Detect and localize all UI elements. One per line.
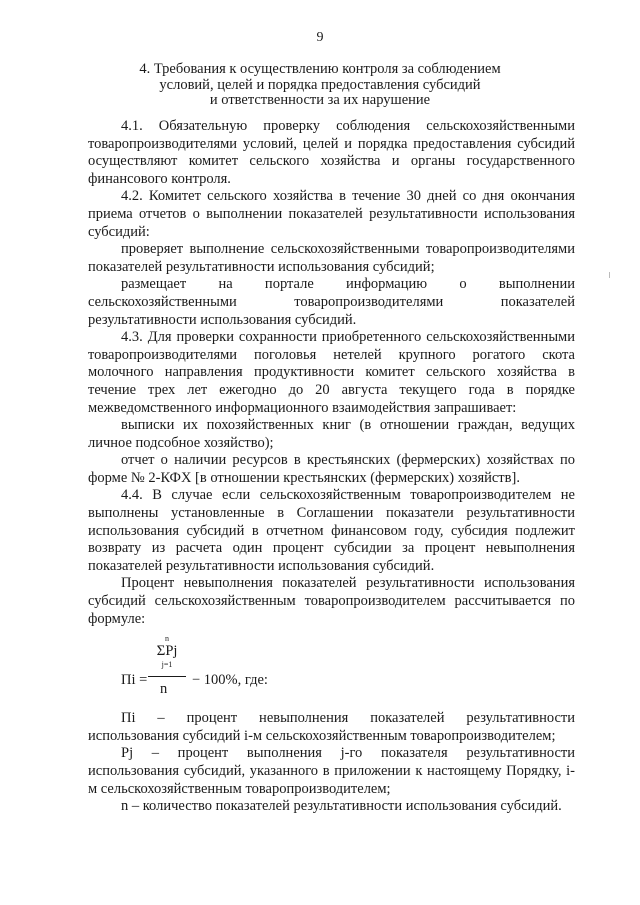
formula-denominator: n: [160, 681, 168, 698]
definition: Pj – процент выполнения j-го показателя результативности использования субсидий, указанного в приложении к настоящему Порядку, i-м сельскохозяйственным товаропроизводителем;: [88, 745, 575, 797]
definition: n – количество показателей результативности использования субсидий.: [121, 798, 562, 815]
paragraph: 4.1. Обязательную проверку соблюдения сельскохозяйственными товаропроизводителями условий, целей и порядка предоставления субсидий осуществляют комитет сельского хозяйства и органы государственного финансового контроля.: [88, 118, 575, 187]
paragraph: Процент невыполнения показателей результативности использования субсидий сельскохозяйственным товаропроизводителем рассчитывается по формуле:: [88, 575, 575, 627]
formula-numerator: [150, 634, 184, 669]
sum-lower-limit: j=1: [161, 659, 173, 669]
paragraph: 4.2. Комитет сельского хозяйства в течение 30 дней со дня окончания приема отчетов о выполнении показателей результативности использования субсидий:: [88, 188, 575, 240]
formula-lhs: Пi =: [121, 672, 148, 689]
document-body: [88, 118, 575, 816]
title-line: и ответственности за их нарушение: [209, 92, 431, 108]
page-number: 9: [316, 30, 324, 45]
sum-upper-limit: n: [165, 634, 169, 644]
sum-term: Pj: [165, 643, 178, 660]
scan-mark: [609, 272, 610, 278]
title-line: 4. Требования к осуществлению контроля за соблюдением: [139, 61, 501, 77]
sum-symbol: Σ: [156, 643, 166, 660]
formula-rest: − 100%, где:: [192, 672, 268, 689]
formula: [88, 634, 575, 706]
paragraph: 4.3. Для проверки сохранности приобретенного сельскохозяйственными товаропроизводителями поголовья нетелей крупного рогатого скота молочного направления продуктивности комитет сельского хозяйства в течение трех лет ежегодно до 20 августа текущего года в порядке межведомственного информационного взаимодействия запрашивает:: [88, 329, 575, 416]
paragraph: 4.4. В случае если сельскохозяйственным товаропроизводителем не выполнены установленные в Соглашении показатели результативности использования субсидий в отчетном финансовом году, субсидия подлежит возврату из расчета один процент субсидии за процент невыполнения показателей результативности использования субсидий.: [88, 487, 575, 574]
paragraph: размещает на портале информацию о выполнении сельскохозяйственными товаропроизводителями показателей результативности использования субсидий.: [88, 276, 575, 328]
paragraph: отчет о наличии ресурсов в крестьянских (фермерских) хозяйствах по форме № 2-КФХ [в отношении крестьянских (фермерских) хозяйств].: [88, 452, 575, 486]
paragraph: выписки их похозяйственных книг (в отношении граждан, ведущих личное подсобное хозяйство);: [88, 417, 575, 451]
definition: Пi – процент невыполнения показателей результативности использования субсидий i-м сельскохозяйственным товаропроизводителем;: [88, 710, 575, 744]
section-title: [110, 62, 530, 109]
fraction-line: [148, 676, 186, 677]
title-line: условий, целей и порядка предоставления субсидий: [159, 76, 481, 93]
paragraph: проверяет выполнение сельскохозяйственными товаропроизводителями показателей результативности использования субсидий;: [88, 241, 575, 275]
